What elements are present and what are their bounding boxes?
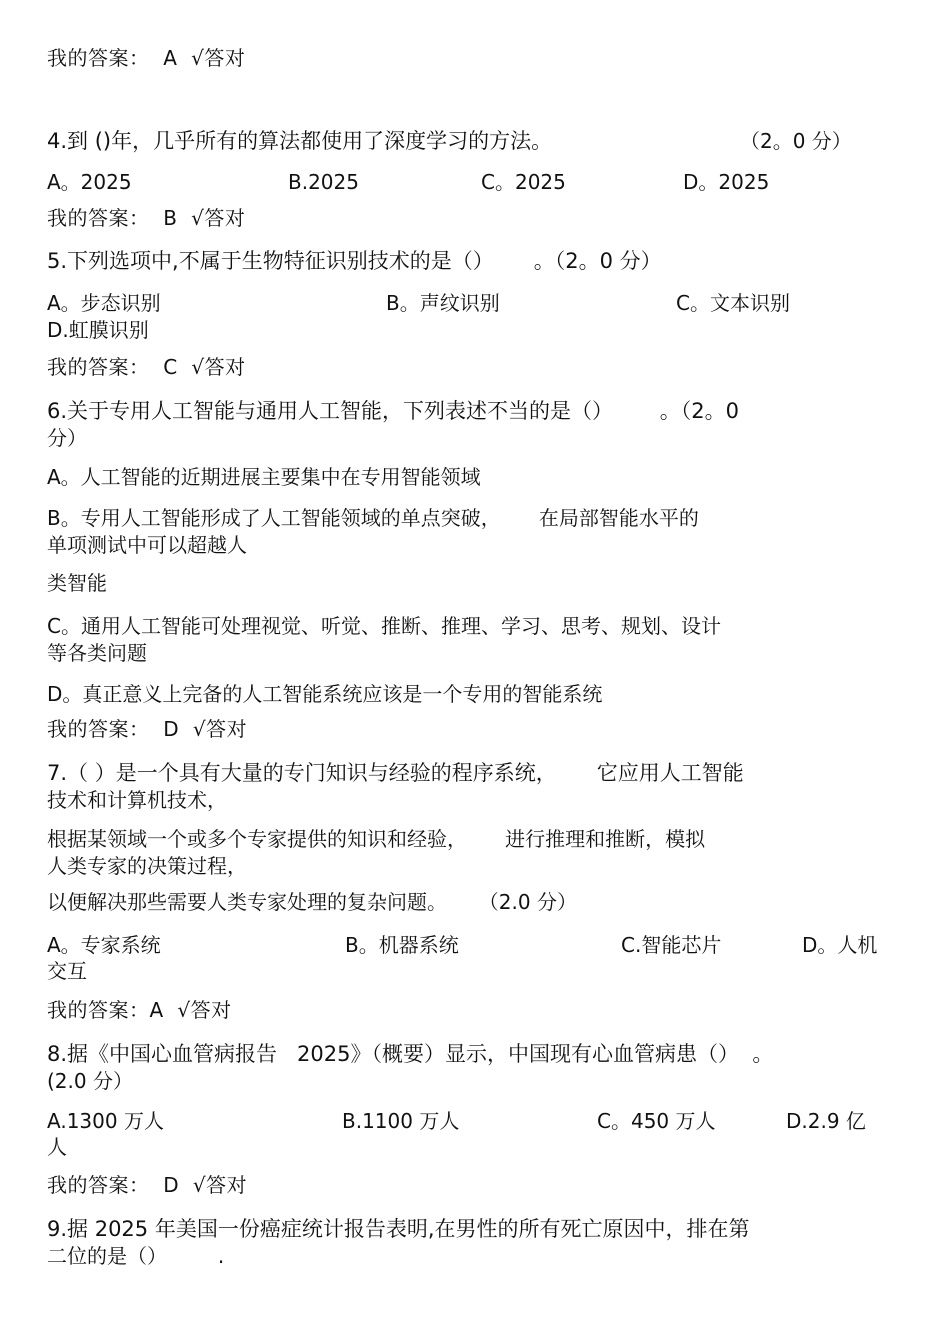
- q7-question-line2: 技术和计算机技术，: [47, 788, 227, 812]
- q8-option-d-wrap: 人: [47, 1135, 67, 1159]
- q4-question: 4.到 ()年，几乎所有的算法都使用了深度学习的方法。: [47, 129, 553, 153]
- q6-option-c-line2: 等各类问题: [47, 641, 147, 665]
- q7-option-d: D。人机: [802, 933, 878, 957]
- q8-option-c: C。450 万人: [597, 1109, 716, 1133]
- q5-option-a: A。步态识别: [47, 291, 161, 315]
- q5-option-c: C。文本识别: [676, 291, 790, 315]
- q8-option-a: A.1300 万人: [47, 1109, 164, 1133]
- q7-option-a: A。专家系统: [47, 933, 161, 957]
- q5-answer: 我的答案： C √答对: [47, 355, 246, 379]
- q8-question-line1: 8.据《中国心血管病报告 2025》（概要）显示，中国现有心血管病患（） 。: [47, 1042, 774, 1066]
- q9-question-line2: 二位的是（） .: [47, 1244, 225, 1268]
- q6-option-b-line1: B。专用人工智能形成了人工智能领域的单点突破， 在局部智能水平的: [47, 506, 699, 530]
- q6-option-b-line3: 类智能: [47, 571, 107, 595]
- q8-question-line2: (2.0 分）: [47, 1069, 133, 1093]
- q5-question: 5.下列选项中,不属于生物特征识别技术的是（） 。（2。0 分）: [47, 249, 662, 273]
- q8-option-b: B.1100 万人: [342, 1109, 460, 1133]
- q6-question-line1: 6.关于专用人工智能与通用人工智能，下列表述不当的是（） 。（2。0: [47, 399, 739, 423]
- q4-option-a: A。2025: [47, 170, 132, 194]
- q7-question-line5: 以便解决那些需要人类专家处理的复杂问题。 （2.0 分）: [47, 890, 577, 914]
- q8-answer: 我的答案： D √答对: [47, 1173, 248, 1197]
- q4-answer: 我的答案： B √答对: [47, 206, 246, 230]
- q4-option-b: B.2025: [288, 170, 359, 194]
- q5-option-b: B。声纹识别: [386, 291, 500, 315]
- q7-answer: 我的答案：A √答对: [47, 998, 232, 1022]
- q6-option-c-line1: C。通用人工智能可处理视觉、听觉、推断、推理、学习、思考、规划、设计: [47, 614, 721, 638]
- q7-option-b: B。机器系统: [345, 933, 459, 957]
- q6-answer: 我的答案： D √答对: [47, 717, 248, 741]
- q6-option-b-line2: 单项测试中可以超越人: [47, 533, 247, 557]
- q7-question-line3: 根据某领域一个或多个专家提供的知识和经验， 进行推理和推断，模拟: [47, 827, 706, 851]
- q4-option-d: D。2025: [683, 170, 770, 194]
- q9-question-line1: 9.据 2025 年美国一份癌症统计报告表明,在男性的所有死亡原因中，排在第: [47, 1217, 750, 1241]
- q6-option-a: A。人工智能的近期进展主要集中在专用智能领域: [47, 465, 481, 489]
- q4-score: （2。0 分）: [740, 129, 852, 153]
- q7-option-c: C.智能芯片: [621, 933, 722, 957]
- q7-question-line4: 人类专家的决策过程，: [47, 854, 247, 878]
- q7-question-line1: 7.（ ）是一个具有大量的专门知识与经验的程序系统， 它应用人工智能: [47, 761, 744, 785]
- q3-answer: 我的答案： A √答对: [47, 46, 246, 70]
- q8-option-d: D.2.9 亿: [786, 1109, 866, 1133]
- q4-option-c: C。2025: [481, 170, 566, 194]
- q5-option-d: D.虹膜识别: [47, 318, 149, 342]
- q6-question-line2: 分）: [47, 426, 87, 450]
- q6-option-d: D。真正意义上完备的人工智能系统应该是一个专用的智能系统: [47, 682, 603, 706]
- q7-option-d-wrap: 交互: [47, 959, 87, 983]
